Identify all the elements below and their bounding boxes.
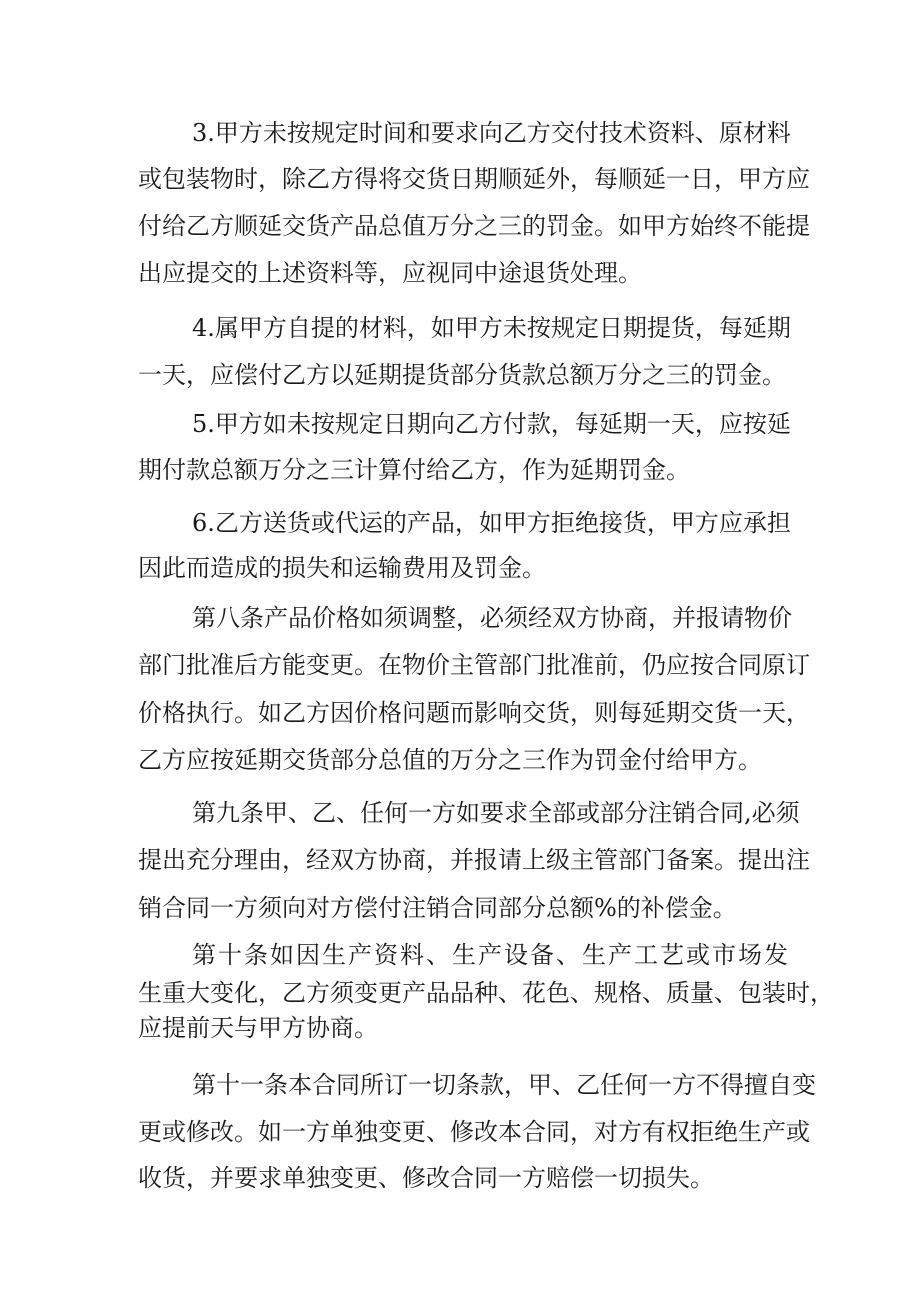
article-11-line-2: 更或修改。如一方单独变更、修改本合同，对方有权拒绝生产或 — [138, 1118, 810, 1146]
article-9-line-1: 第九条甲、乙、任何一方如要求全部或部分注销合同,必须 — [192, 799, 800, 827]
article-11-line-1: 第十一条本合同所订一切条款，甲、乙任何一方不得擅自变 — [192, 1071, 816, 1099]
clause-7-3-line-3: 付给乙方顺延交货产品总值万分之三的罚金。如甲方始终不能提 — [138, 212, 810, 240]
article-8-line-3: 价格执行。如乙方因价格问题而影响交货，则每延期交货一天， — [138, 699, 810, 727]
clause-7-4-line-1: 4.属甲方自提的材料，如甲方未按规定日期提货，每延期 — [192, 314, 791, 342]
clause-7-4-line-2: 一天，应偿付乙方以延期提货部分货款总额万分之三的罚金。 — [138, 361, 786, 389]
clause-7-3-line-4: 出应提交的上述资料等，应视同中途退货处理。 — [138, 259, 642, 287]
article-8-line-1: 第八条产品价格如须调整，必须经双方协商，并报请物价 — [192, 604, 792, 632]
clause-7-6-line-2: 因此而造成的损失和运输费用及罚金。 — [138, 554, 546, 582]
clause-7-5-line-2: 期付款总额万分之三计算付给乙方，作为延期罚金。 — [138, 456, 690, 484]
article-10-line-1: 第十条如因生产资料、生产设备、生产工艺或市场发 — [192, 941, 788, 969]
clause-7-3-line-1: 3.甲方未按规定时间和要求向乙方交付技术资料、原材料 — [192, 119, 791, 147]
clause-7-3-line-2: 或包装物时，除乙方得将交货日期顺延外，每顺延一日，甲方应 — [138, 165, 810, 193]
clause-7-5-line-1: 5.甲方如未按规定日期向乙方付款，每延期一天，应按延 — [192, 410, 791, 438]
article-9-line-2: 提出充分理由，经双方协商，并报请上级主管部门备案。提出注 — [138, 846, 810, 874]
article-9-line-3: 销合同一方须向对方偿付注销合同部分总额%的补偿金。 — [138, 894, 737, 922]
article-10-line-2: 生重大变化，乙方须变更产品品种、花色、规格、质量、包装时， — [138, 979, 834, 1007]
clause-7-6-line-1: 6.乙方送货或代运的产品，如甲方拒绝接货，甲方应承担 — [192, 509, 791, 537]
article-8-line-2: 部门批准后方能变更。在物价主管部门批准前，仍应按合同原订 — [138, 651, 810, 679]
article-8-line-4: 乙方应按延期交货部分总值的万分之三作为罚金付给甲方。 — [138, 746, 762, 774]
article-10-line-3: 应提前天与甲方协商。 — [138, 1014, 378, 1042]
article-11-line-3: 收货，并要求单独变更、修改合同一方赔偿一切损失。 — [138, 1164, 714, 1192]
